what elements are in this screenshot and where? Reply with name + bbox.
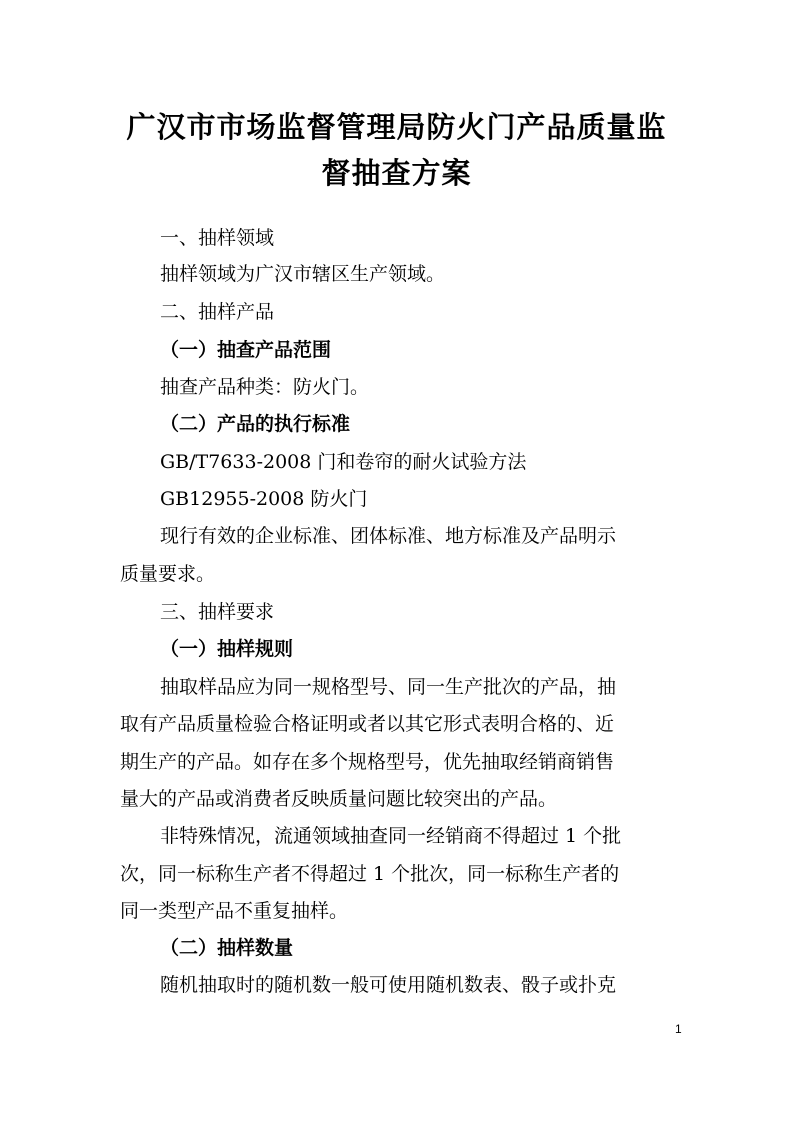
standard-3-line-1: 现行有效的企业标准、团体标准、地方标准及产品明示: [160, 525, 617, 547]
section-3-sub2-heading: （二）抽样数量: [160, 937, 294, 959]
rule-paragraph-2-line-1: 非特殊情况，流通领域抽查同一经销商不得超过 1 个批: [160, 825, 622, 847]
section-2-heading: 二、抽样产品: [160, 301, 275, 323]
rule-paragraph-1-line-4: 量大的产品或消费者反映质量问题比较突出的产品。: [120, 788, 558, 810]
rule-paragraph-2-line-2: 次，同一标称生产者不得超过 1 个批次，同一标称生产者的: [120, 863, 620, 885]
section-1-heading: 一、抽样领域: [160, 227, 275, 249]
title-line-2: 督抽查方案: [321, 156, 472, 190]
standard-1: GB/T7633-2008 门和卷帘的耐火试验方法: [160, 451, 527, 473]
standard-2: GB12955-2008 防火门: [160, 488, 368, 510]
quantity-line-1: 随机抽取时的随机数一般可使用随机数表、骰子或扑克: [160, 974, 617, 996]
rule-paragraph-1-line-1: 抽取样品应为同一规格型号、同一生产批次的产品，抽: [160, 676, 617, 698]
page-number: 1: [675, 1022, 682, 1036]
section-2-sub2-heading: （二）产品的执行标准: [160, 413, 351, 435]
section-2-sub1-text: 抽查产品种类：防火门。: [160, 376, 370, 398]
standard-3-line-2: 质量要求。: [120, 563, 216, 585]
section-2-sub1-heading: （一）抽查产品范围: [160, 339, 332, 361]
document-title: [100, 104, 693, 196]
rule-paragraph-1-line-3: 期生产的产品。如存在多个规格型号，优先抽取经销商销售: [120, 751, 615, 773]
section-1-text: 抽样领域为广汉市辖区生产领域。: [160, 263, 446, 285]
rule-paragraph-2-line-3: 同一类型产品不重复抽样。: [120, 900, 349, 922]
rule-paragraph-1-line-2: 取有产品质量检验合格证明或者以其它形式表明合格的、近: [120, 713, 615, 735]
title-line-1: 广汉市市场监督管理局防火门产品质量监: [126, 110, 667, 144]
section-3-sub1-heading: （一）抽样规则: [160, 638, 294, 660]
section-3-heading: 三、抽样要求: [160, 601, 275, 623]
